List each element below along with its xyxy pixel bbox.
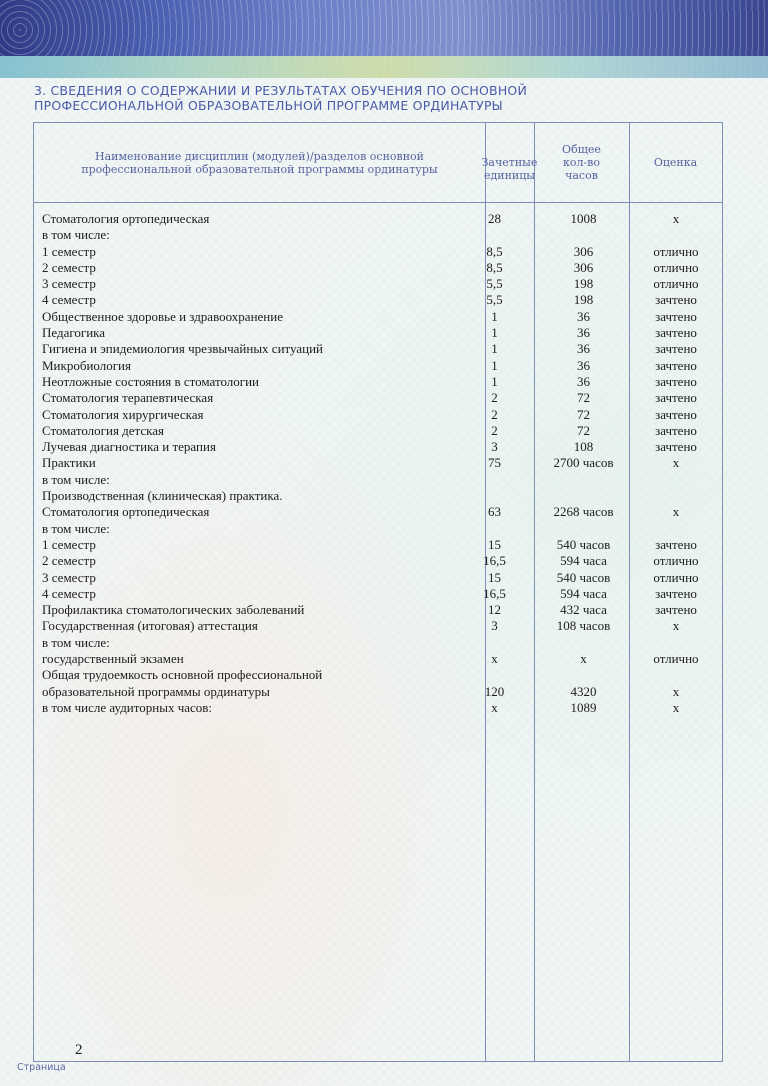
grade-cell: отлично (653, 276, 699, 292)
table-row (34, 635, 722, 651)
discipline-cell: Стоматология ортопедическая (42, 504, 210, 520)
units-cell: 16,5 (483, 553, 506, 569)
column-header-hours (534, 123, 629, 202)
units-cell: х (491, 651, 498, 667)
table-row (34, 521, 722, 537)
units-cell: 1 (491, 325, 498, 341)
table-row (34, 276, 722, 292)
grade-cell: зачтено (655, 341, 697, 357)
column-header-grade-label: Оценка (653, 156, 698, 169)
units-cell: 1 (491, 341, 498, 357)
section-heading-line2: ПРОФЕССИОНАЛЬНОЙ ОБРАЗОВАТЕЛЬНОЙ ПРОГРАММЕ ОРДИНАТУРЫ (34, 97, 503, 113)
hours-cell: 36 (577, 308, 590, 324)
grade-cell: зачтено (655, 439, 697, 455)
units-cell: 3 (491, 439, 498, 455)
units-cell: 5,5 (486, 292, 503, 308)
hours-cell: 108 часов (556, 618, 611, 634)
discipline-cell: 2 семестр (42, 259, 96, 275)
discipline-cell: Микробиология (42, 357, 131, 373)
hours-cell: 1008 (570, 211, 597, 226)
grade-cell: зачтено (655, 390, 697, 406)
hours-cell: 540 часов (556, 536, 611, 552)
units-cell: 28 (488, 211, 501, 226)
column-header-discipline-line2: профессиональной образовательной программы ординатуры (81, 162, 438, 176)
hours-cell: 36 (577, 373, 590, 389)
hours-cell: 540 часов (556, 569, 611, 585)
discipline-cell: 1 семестр (42, 536, 96, 552)
hours-cell: 4320 (570, 683, 597, 699)
table-row (34, 586, 722, 602)
hours-cell: 306 (573, 243, 594, 259)
hours-cell: 72 (577, 406, 590, 422)
discipline-cell: Профилактика стоматологических заболеваний (42, 602, 305, 618)
table-row (34, 325, 722, 341)
units-cell: 120 (484, 683, 505, 699)
grade-cell: зачтено (655, 357, 697, 373)
table-row (34, 423, 722, 439)
hours-cell: 432 часа (560, 602, 607, 618)
table-row (34, 244, 722, 260)
table-row (34, 260, 722, 276)
hours-cell: 108 (573, 439, 594, 455)
discipline-cell: в том числе: (42, 634, 110, 650)
table-row (34, 553, 722, 569)
page-label: Страница (17, 1062, 66, 1073)
hours-cell: 594 часа (560, 585, 607, 601)
table-row (34, 684, 722, 700)
table-row (34, 292, 722, 308)
discipline-cell: в том числе: (42, 471, 110, 487)
grade-cell: отлично (653, 259, 699, 275)
table-row (34, 651, 722, 667)
discipline-cell: 2 семестр (42, 553, 96, 569)
table-row (34, 358, 722, 374)
grade-cell: зачтено (655, 406, 697, 422)
discipline-cell: Государственная (итоговая) аттестация (42, 618, 258, 634)
column-header-hours-line2: кол-во (562, 156, 600, 169)
units-cell: 15 (488, 569, 501, 585)
discipline-cell: Стоматология детская (42, 422, 165, 438)
table-row (34, 602, 722, 618)
column-header-discipline (34, 123, 485, 202)
table-row (34, 504, 722, 520)
grade-cell: х (672, 699, 680, 715)
column-header-units (481, 123, 538, 208)
table-row (34, 537, 722, 553)
discipline-cell: Производственная (клиническая) практика. (42, 488, 283, 504)
discipline-cell: 3 семестр (42, 569, 96, 585)
units-cell: 75 (488, 455, 501, 471)
discipline-cell: в том числе: (42, 520, 110, 536)
grade-cell: отлично (653, 569, 699, 585)
discipline-cell: Практики (42, 455, 96, 471)
table-row (34, 472, 722, 488)
discipline-cell: Педагогика (42, 325, 106, 341)
hours-cell: 72 (577, 422, 590, 438)
column-header-discipline-line1: Наименование дисциплин (модулей)/разделов основной (94, 149, 424, 163)
units-cell: 1 (491, 357, 498, 373)
header-divider (34, 202, 722, 203)
grade-cell: х (672, 683, 680, 699)
section-heading (34, 84, 554, 113)
grade-cell: зачтено (655, 585, 697, 601)
units-cell: 12 (488, 602, 501, 618)
table-row (34, 570, 722, 586)
grade-cell: х (672, 504, 680, 520)
column-header-units-line1: Зачетные (481, 155, 538, 169)
grade-cell: зачтено (655, 536, 697, 552)
discipline-cell: Неотложные состояния в стоматологии (42, 373, 260, 389)
hours-cell: 36 (577, 325, 590, 341)
table-row (34, 618, 722, 634)
hours-cell: 198 (573, 292, 594, 308)
decorative-guilloche-band (0, 0, 768, 78)
grade-cell: зачтено (655, 292, 697, 308)
units-cell: 1 (491, 373, 498, 389)
units-cell: 63 (488, 504, 501, 520)
units-cell: 1 (491, 308, 498, 324)
table-row (34, 374, 722, 390)
discipline-cell: 4 семестр (42, 292, 96, 308)
discipline-cell: Стоматология терапевтическая (42, 390, 214, 406)
hours-cell: 2268 часов (553, 504, 614, 520)
discipline-cell: Гигиена и эпидемиология чрезвычайных ситуаций (42, 341, 324, 357)
units-cell: х (491, 699, 498, 715)
table-row (34, 667, 722, 683)
table-row (34, 211, 722, 227)
discipline-cell: 3 семестр (42, 276, 96, 292)
discipline-cell: государственный экзамен (42, 651, 184, 667)
hours-cell: х (580, 651, 587, 667)
grade-cell: зачтено (655, 373, 697, 389)
column-header-hours-line1: Общее (562, 143, 601, 156)
table-row (34, 407, 722, 423)
grade-cell: зачтено (655, 422, 697, 438)
column-header-hours-line3: часов (565, 169, 598, 182)
discipline-cell: 1 семестр (42, 243, 96, 259)
hours-cell: 306 (573, 259, 594, 275)
table-row (34, 227, 722, 243)
table-row (34, 439, 722, 455)
discipline-cell: образовательной программы ординатуры (42, 683, 270, 699)
discipline-cell: Общая трудоемкость основной профессиональной (42, 667, 323, 683)
grade-cell: зачтено (655, 325, 697, 341)
hours-cell: 36 (577, 357, 590, 373)
units-cell: 2 (491, 406, 498, 422)
discipline-cell: в том числе: (42, 227, 110, 243)
page-number: 2 (75, 1042, 83, 1058)
discipline-cell: Стоматология хирургическая (42, 406, 204, 422)
units-cell: 5,5 (486, 276, 503, 292)
discipline-cell: Лучевая диагностика и терапия (42, 439, 216, 455)
units-cell: 16,5 (483, 585, 506, 601)
table-row (34, 309, 722, 325)
grade-cell: х (672, 455, 680, 471)
units-cell: 3 (491, 618, 498, 634)
section-heading-line1: 3. СВЕДЕНИЯ О СОДЕРЖАНИИ И РЕЗУЛЬТАТАХ ОБУЧЕНИЯ ПО ОСНОВНОЙ (34, 83, 528, 98)
hours-cell: 594 часа (560, 553, 607, 569)
hours-cell: 72 (577, 390, 590, 406)
column-header-grade (629, 123, 722, 202)
hours-cell: 198 (573, 276, 594, 292)
discipline-cell: Общественное здоровье и здравоохранение (42, 308, 283, 324)
hours-cell: 2700 часов (553, 455, 614, 471)
units-cell: 8,5 (486, 243, 503, 259)
results-table (33, 122, 723, 1062)
grade-cell: зачтено (655, 308, 697, 324)
table-row (34, 700, 722, 716)
discipline-cell: Стоматология ортопедическая (42, 211, 210, 226)
discipline-cell: 4 семестр (42, 585, 96, 601)
units-cell: 8,5 (486, 259, 503, 275)
discipline-cell: в том числе аудиторных часов: (42, 699, 213, 715)
grade-cell: отлично (653, 553, 699, 569)
hours-cell: 36 (577, 341, 590, 357)
table-body (34, 211, 722, 716)
units-cell: 2 (491, 390, 498, 406)
units-cell: 15 (488, 536, 501, 552)
grade-cell: зачтено (655, 602, 697, 618)
hours-cell: 1089 (570, 699, 597, 715)
table-row (34, 455, 722, 471)
table-row (34, 488, 722, 504)
grade-cell: отлично (653, 651, 699, 667)
units-cell: 2 (491, 422, 498, 438)
table-row (34, 390, 722, 406)
grade-cell: х (672, 618, 680, 634)
table-row (34, 341, 722, 357)
grade-cell: х (672, 211, 680, 226)
grade-cell: отлично (653, 243, 699, 259)
column-header-units-line2: единицы (483, 168, 536, 182)
